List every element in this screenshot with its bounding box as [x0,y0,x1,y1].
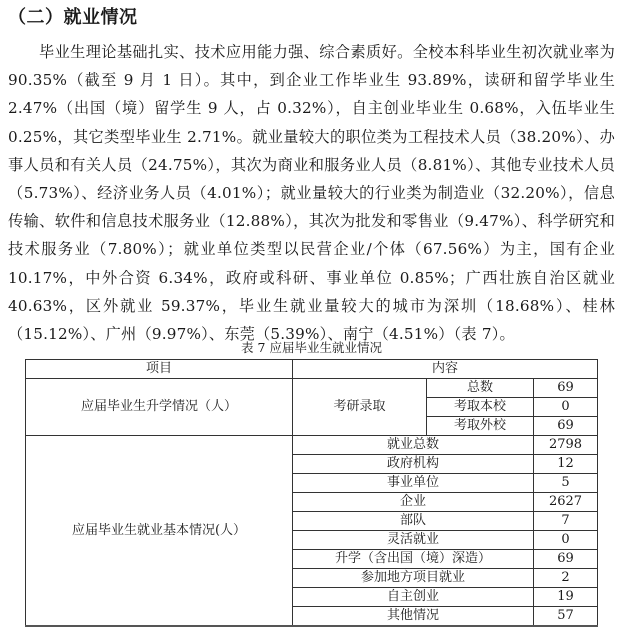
row-value: 19 [534,588,598,607]
row-label: 就业总数 [293,436,534,455]
row-label: 考取外校 [427,417,534,436]
row-value: 0 [534,398,598,417]
row-value: 7 [534,512,598,531]
row-label: 事业单位 [293,474,534,493]
row-value: 2798 [534,436,598,455]
header-item: 项目 [26,360,293,379]
row-value: 69 [534,379,598,398]
row-label: 升学（含出国（境）深造） [293,550,534,569]
table-caption: 表 7 应届毕业生就业情况 [241,340,382,355]
row-label: 企业 [293,493,534,512]
row-value: 2 [534,569,598,588]
table-header-row [26,360,598,379]
row-value: 0 [534,531,598,550]
header-content: 内容 [293,360,598,379]
row-label: 部队 [293,512,534,531]
row-value: 57 [534,607,598,627]
row-label: 考取本校 [427,398,534,417]
further-study-category: 考研录取 [293,379,427,436]
row-label: 灵活就业 [293,531,534,550]
table-row [26,436,598,455]
section-heading: （二）就业情况 [8,7,138,28]
further-study-label: 应届毕业生升学情况（人） [26,379,293,436]
row-label: 其他情况 [293,607,534,627]
employment-table [25,359,598,627]
row-label: 总数 [427,379,534,398]
row-value: 12 [534,455,598,474]
table-row [26,379,598,398]
row-label: 自主创业 [293,588,534,607]
row-value: 5 [534,474,598,493]
row-value: 2627 [534,493,598,512]
row-label: 政府机构 [293,455,534,474]
row-value: 69 [534,417,598,436]
row-label: 参加地方项目就业 [293,569,534,588]
employment-label: 应届毕业生就业基本情况(人） [26,436,293,627]
employment-summary-paragraph: 毕业生理论基础扎实、技术应用能力强、综合素质好。全校本科毕业生初次就业率为 90.35%（截至 9 月 1 日）。其中，到企业工作毕业生 93.89%，读研和留学毕业生 2.47%（出国（境）留学生 9 人，占 0.32%），自主创业毕业生 0.68%，入伍毕业生 0.25%，其它类型毕业生 2.71%。就业量较大的职位类为工程技术人员（38.20%）、办事人员和有关人员（24.75%），其次为商业和服务业人员（8.81%）、其他专业技术人员（5.73%）、经济业务人员（4.01%）；就业量较大的行业类为制造业（32.20%），信息传输、软件和信息技术服务业（12.88%），其次为批发和零售业（9.47%）、科学研究和技术服务业（7.80%）；就业单位类型以民营企业/个体（67.56%）为主，国有企业 10.17%，中外合资 6.34%，政府或科研、事业单位 0.85%；广西壮族自治区就业 40.63%，区外就业 59.37%，毕业生就业量较大的城市为深圳（18.68%）、桂林（15.12%）、广州（9.97%）、东莞（5.39%）、南宁（4.51%）（表 7）。 [8,43,615,344]
row-value: 69 [534,550,598,569]
